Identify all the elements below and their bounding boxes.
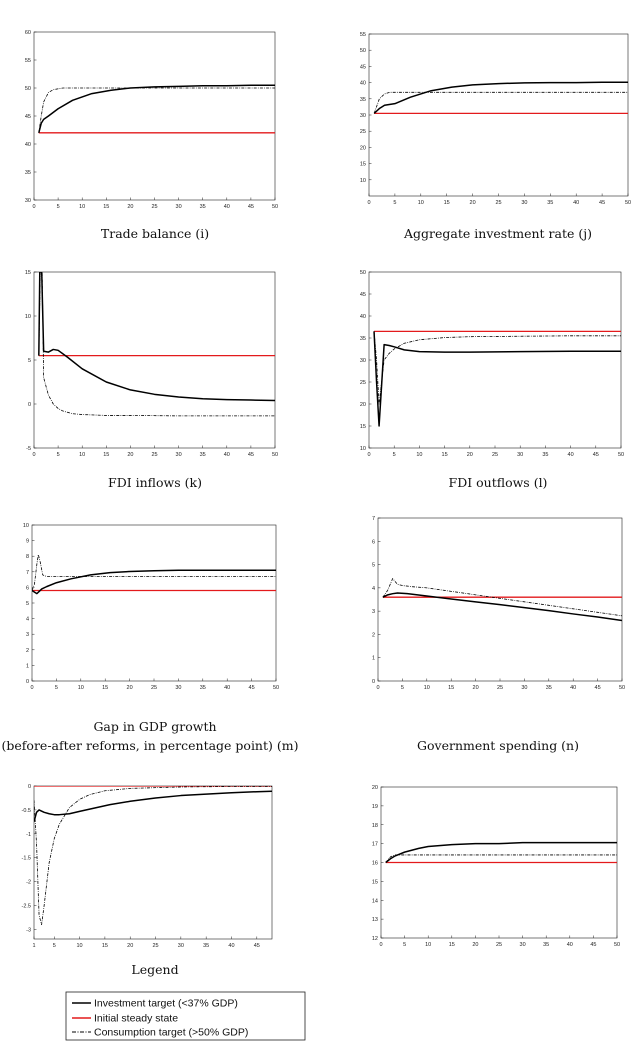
x-tick-label: 35 — [547, 200, 554, 206]
x-tick-label: 50 — [271, 452, 279, 458]
plot-area — [378, 518, 622, 681]
x-tick-label: 35 — [203, 943, 210, 949]
bottom-right-chart — [372, 785, 620, 948]
fdi-outflows-chart — [360, 270, 624, 458]
x-tick-label: 10 — [79, 204, 86, 210]
y-tick-label: -2.5 — [21, 903, 31, 910]
x-tick-label: 20 — [127, 204, 134, 210]
x-tick-label: 20 — [127, 452, 134, 458]
x-tick-label: 45 — [592, 452, 599, 458]
x-tick-label: 0 — [30, 685, 34, 691]
caption-fdi-outflows: FDI outflows (l) — [448, 475, 548, 490]
x-tick-label: 5 — [54, 685, 58, 691]
y-tick-label: 5 — [25, 601, 29, 607]
x-tick-label: 20 — [466, 452, 473, 458]
y-tick-label: -1.5 — [21, 855, 31, 862]
y-tick-label: 5 — [27, 358, 31, 364]
trade-balance-chart — [25, 30, 278, 210]
x-tick-label: 30 — [519, 942, 526, 948]
y-tick-label: 19 — [371, 803, 378, 810]
x-tick-label: 15 — [102, 685, 109, 691]
caption-gdp-growth-gap-line1: Gap in GDP growth — [93, 719, 217, 734]
y-tick-label: 1 — [25, 663, 29, 670]
plot-area — [34, 786, 272, 939]
y-tick-label: 45 — [359, 64, 366, 71]
x-tick-label: 10 — [79, 452, 86, 458]
legend-label-investment: Investment target (<37% GDP) — [94, 997, 238, 1010]
y-tick-label: 0 — [25, 679, 29, 685]
x-tick-label: 50 — [617, 452, 625, 458]
y-tick-label: 45 — [359, 292, 366, 298]
y-tick-label: 15 — [359, 161, 366, 168]
gdp-growth-gap-chart — [23, 523, 279, 691]
x-tick-label: 0 — [376, 685, 380, 691]
y-tick-label: 20 — [359, 145, 366, 152]
x-tick-label: 50 — [272, 685, 280, 691]
y-tick-label: 25 — [359, 129, 366, 136]
y-tick-label: 35 — [359, 96, 366, 103]
y-tick-label: 6 — [25, 585, 29, 592]
y-tick-label: 16 — [371, 860, 378, 867]
x-tick-label: 35 — [542, 452, 549, 458]
y-tick-label: 50 — [359, 48, 366, 55]
y-tick-label: 30 — [24, 198, 31, 204]
x-tick-label: 15 — [448, 685, 455, 691]
y-tick-label: 0 — [27, 784, 31, 790]
y-tick-label: 14 — [371, 898, 378, 905]
y-tick-label: 30 — [359, 358, 366, 364]
x-tick-label: 10 — [417, 200, 424, 206]
y-tick-label: 3 — [371, 609, 375, 616]
x-tick-label: 45 — [599, 200, 606, 206]
x-tick-label: 35 — [199, 452, 206, 458]
y-tick-label: 40 — [359, 314, 366, 320]
x-tick-label: 15 — [101, 943, 108, 949]
y-tick-label: 15 — [371, 879, 378, 886]
y-tick-label: 40 — [359, 80, 366, 87]
x-tick-label: 25 — [151, 204, 158, 210]
y-tick-label: 17 — [371, 841, 378, 848]
x-tick-label: 20 — [127, 943, 134, 949]
y-tick-label: 35 — [24, 170, 31, 176]
x-tick-label: 0 — [379, 942, 383, 948]
y-tick-label: 35 — [359, 336, 366, 342]
x-tick-label: 15 — [103, 452, 110, 458]
x-tick-label: 30 — [175, 204, 182, 210]
x-tick-label: 50 — [613, 942, 621, 948]
x-tick-label: 40 — [567, 452, 574, 458]
x-tick-label: 15 — [441, 452, 448, 458]
y-tick-label: 60 — [24, 30, 31, 36]
x-tick-label: 10 — [423, 685, 430, 691]
x-tick-label: 30 — [521, 685, 528, 691]
y-tick-label: 20 — [371, 785, 378, 791]
x-tick-label: 45 — [590, 942, 597, 948]
x-tick-label: 45 — [248, 685, 255, 691]
legend-label-consumption: Consumption target (>50% GDP) — [94, 1026, 249, 1039]
caption-gdp-growth-gap-line2: (before-after reforms, in percentage point) (m) — [1, 738, 299, 753]
x-tick-label: 25 — [496, 685, 504, 691]
x-tick-label: 45 — [247, 204, 254, 210]
x-tick-label: 40 — [570, 685, 577, 691]
plot-area — [369, 34, 628, 196]
y-tick-label: -0.5 — [21, 807, 31, 814]
x-tick-label: 50 — [624, 200, 632, 206]
x-tick-label: 25 — [152, 943, 159, 949]
x-tick-label: 5 — [56, 452, 60, 458]
x-tick-label: 50 — [618, 685, 626, 691]
y-tick-label: 30 — [359, 113, 366, 119]
x-tick-label: 15 — [443, 200, 450, 206]
y-tick-label: 4 — [371, 585, 375, 592]
y-tick-label: 15 — [359, 424, 366, 430]
x-tick-label: 30 — [521, 200, 528, 206]
y-tick-label: 25 — [359, 380, 366, 386]
x-tick-label: 45 — [247, 452, 254, 458]
x-tick-label: 40 — [566, 942, 573, 948]
y-tick-label: 2 — [25, 647, 29, 654]
x-tick-label: 30 — [177, 943, 184, 949]
x-tick-label: 10 — [76, 943, 83, 949]
x-tick-label: 40 — [573, 200, 580, 206]
y-tick-label: 55 — [359, 32, 366, 38]
x-tick-label: 25 — [495, 200, 502, 206]
x-tick-label: 35 — [199, 685, 206, 691]
x-tick-label: 1 — [32, 943, 36, 949]
y-tick-label: -3 — [26, 927, 31, 934]
x-tick-label: 0 — [367, 200, 371, 206]
y-tick-label: 2 — [371, 632, 375, 639]
y-tick-label: 0 — [27, 402, 31, 408]
caption-investment-rate: Aggregate investment rate (j) — [404, 226, 592, 241]
x-tick-label: 25 — [150, 685, 158, 691]
y-tick-label: 5 — [371, 562, 375, 569]
x-tick-label: 35 — [199, 204, 206, 210]
caption-fdi-inflows: FDI inflows (k) — [108, 475, 202, 490]
y-tick-label: 20 — [359, 402, 366, 408]
y-tick-label: 9 — [25, 538, 29, 545]
y-tick-label: 45 — [24, 114, 31, 120]
x-tick-label: 5 — [56, 204, 60, 210]
x-tick-label: 5 — [52, 943, 56, 949]
x-tick-label: 25 — [151, 452, 158, 458]
x-tick-label: 40 — [223, 452, 230, 458]
x-tick-label: 0 — [32, 452, 36, 458]
x-tick-label: 25 — [491, 452, 499, 458]
x-tick-label: 0 — [32, 204, 36, 210]
y-tick-label: 13 — [371, 917, 378, 924]
y-tick-label: -2 — [26, 879, 31, 886]
caption-legend: Legend — [131, 962, 179, 977]
x-tick-label: 5 — [393, 200, 397, 206]
x-tick-label: 5 — [403, 942, 407, 948]
y-tick-label: 55 — [24, 58, 31, 64]
x-tick-label: 40 — [228, 943, 235, 949]
x-tick-label: 20 — [472, 685, 479, 691]
y-tick-label: 10 — [24, 314, 31, 320]
x-tick-label: 45 — [594, 685, 601, 691]
x-tick-label: 50 — [271, 204, 279, 210]
y-tick-label: 0 — [371, 679, 375, 685]
y-tick-label: 7 — [371, 516, 375, 522]
x-tick-label: 35 — [543, 942, 550, 948]
x-tick-label: 5 — [392, 452, 396, 458]
plot-area — [32, 525, 276, 681]
x-tick-label: 15 — [448, 942, 455, 948]
x-tick-label: 10 — [77, 685, 84, 691]
y-tick-label: -5 — [26, 446, 31, 452]
investment-rate-chart — [360, 32, 631, 206]
y-tick-label: 15 — [24, 270, 31, 276]
x-tick-label: 30 — [175, 452, 182, 458]
x-tick-label: 10 — [416, 452, 423, 458]
y-tick-label: 3 — [25, 632, 29, 639]
y-tick-label: 50 — [24, 86, 31, 92]
y-tick-label: -1 — [26, 831, 31, 838]
caption-trade-balance: Trade balance (i) — [100, 226, 210, 241]
x-tick-label: 15 — [103, 204, 110, 210]
bottom-left-chart — [22, 784, 272, 949]
y-tick-label: 10 — [22, 523, 29, 529]
x-tick-label: 5 — [400, 685, 404, 691]
x-tick-label: 20 — [472, 942, 479, 948]
y-tick-label: 40 — [24, 142, 31, 148]
x-tick-label: 25 — [495, 942, 503, 948]
y-tick-label: 50 — [359, 270, 366, 276]
legend-label-initial: Initial steady state — [94, 1012, 179, 1025]
x-tick-label: 0 — [367, 452, 371, 458]
x-tick-label: 30 — [175, 685, 182, 691]
y-tick-label: 10 — [359, 177, 366, 184]
x-tick-label: 45 — [253, 943, 260, 949]
plot-area — [369, 272, 621, 448]
plot-area — [34, 32, 275, 200]
x-tick-label: 20 — [126, 685, 133, 691]
government-spending-chart — [372, 516, 625, 691]
fdi-inflows-chart — [25, 270, 278, 458]
y-tick-label: 6 — [371, 539, 375, 546]
y-tick-label: 7 — [25, 569, 29, 576]
x-tick-label: 35 — [545, 685, 552, 691]
x-tick-label: 40 — [223, 204, 230, 210]
y-tick-label: 18 — [371, 822, 378, 829]
y-tick-label: 12 — [371, 936, 378, 942]
y-tick-label: 4 — [25, 616, 29, 623]
y-tick-label: 1 — [371, 655, 375, 662]
x-tick-label: 20 — [469, 200, 476, 206]
y-tick-label: 10 — [359, 446, 366, 452]
x-tick-label: 10 — [425, 942, 432, 948]
caption-government-spending: Government spending (n) — [417, 738, 579, 753]
x-tick-label: 30 — [517, 452, 524, 458]
legend — [66, 992, 305, 1040]
y-tick-label: 8 — [25, 554, 29, 561]
x-tick-label: 40 — [224, 685, 231, 691]
